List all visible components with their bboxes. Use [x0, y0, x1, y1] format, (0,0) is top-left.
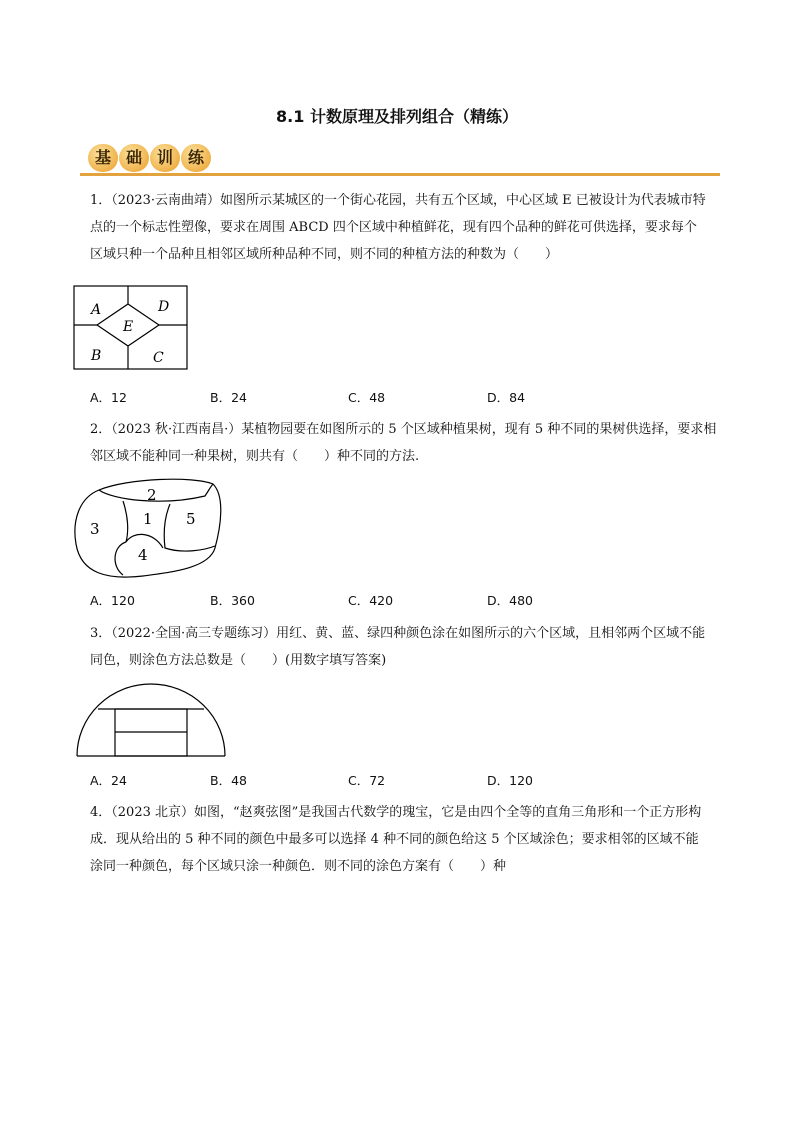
question-2 — [90, 416, 726, 470]
question-line: 邻区域不能种同一种果树，则共有（ ）种不同的方法. — [90, 449, 420, 464]
region-label: D — [158, 299, 170, 315]
section-divider — [80, 173, 720, 176]
option-d[interactable]: D．120 — [487, 773, 533, 788]
question-1 — [90, 187, 726, 268]
option-c[interactable]: C．72 — [348, 773, 386, 788]
option-c[interactable]: C．48 — [348, 390, 386, 405]
option-c[interactable]: C．420 — [348, 593, 394, 608]
region-label: 3 — [90, 520, 100, 538]
section-banner — [80, 142, 720, 176]
question-line: 成．现从给出的 5 种不同的颜色中最多可以选择 4 种不同的颜色给这 5 个区域涂色；要求相邻的区域不能 — [90, 832, 699, 847]
option-b[interactable]: B．24 — [210, 390, 247, 405]
option-d[interactable]: D．84 — [487, 390, 526, 405]
option-a[interactable]: A．12 — [90, 390, 127, 405]
section-char: 础 — [119, 144, 149, 172]
region-label: 4 — [138, 546, 148, 564]
region-label: C — [153, 350, 164, 366]
option-b[interactable]: B．48 — [210, 773, 247, 788]
question-3 — [90, 620, 726, 674]
region-label: 5 — [186, 510, 196, 528]
option-a[interactable]: A．24 — [90, 773, 127, 788]
region-label: 1 — [143, 510, 153, 528]
question-line: 区域只种一个品种且相邻区域所种品种不同，则不同的种植方法的种数为（ ） — [90, 247, 559, 262]
question-line: 点的一个标志性塑像，要求在周围 ABCD 四个区域中种植鲜花，现有四个品种的鲜花可供选择，要求每个 — [90, 220, 697, 235]
question-line: 涂同一种颜色，每个区域只涂一种颜色．则不同的涂色方案有（ ）种 — [90, 859, 507, 874]
garden-figure — [73, 285, 189, 371]
region-label: A — [91, 302, 102, 318]
question-4 — [90, 799, 726, 880]
section-char: 练 — [181, 144, 211, 172]
section-char: 训 — [150, 144, 180, 172]
page-title: 8.1 计数原理及排列组合（精练） — [276, 107, 518, 126]
option-d[interactable]: D．480 — [487, 593, 533, 608]
question-line: 3．（2022·全国·高三专题练习）用红、黄、蓝、绿四种颜色涂在如图所示的六个区域，且相邻两个区域不能 — [90, 626, 706, 641]
section-char: 基 — [88, 144, 118, 172]
region-label: E — [123, 319, 134, 335]
question-line: 1．（2023·云南曲靖）如图所示某城区的一个街心花园，共有五个区域，中心区域 E 已被设计为代表城市特 — [90, 193, 706, 208]
semicircle-figure — [76, 682, 226, 758]
region-label: B — [91, 348, 102, 364]
question-line: 4．（2023 北京）如图，“赵爽弦图”是我国古代数学的瑰宝，它是由四个全等的直角三角形和一个正方形构 — [90, 805, 702, 820]
option-a[interactable]: A．120 — [90, 593, 135, 608]
option-b[interactable]: B．360 — [210, 593, 255, 608]
region-label: 2 — [147, 486, 157, 504]
question-line: 2．（2023 秋·江西南昌·）某植物园要在如图所示的 5 个区域种植果树，现有 5 种不同的果树供选择，要求相 — [90, 422, 717, 437]
orchard-figure — [73, 476, 225, 580]
question-line: 同色，则涂色方法总数是（ ）(用数字填写答案) — [90, 653, 387, 668]
